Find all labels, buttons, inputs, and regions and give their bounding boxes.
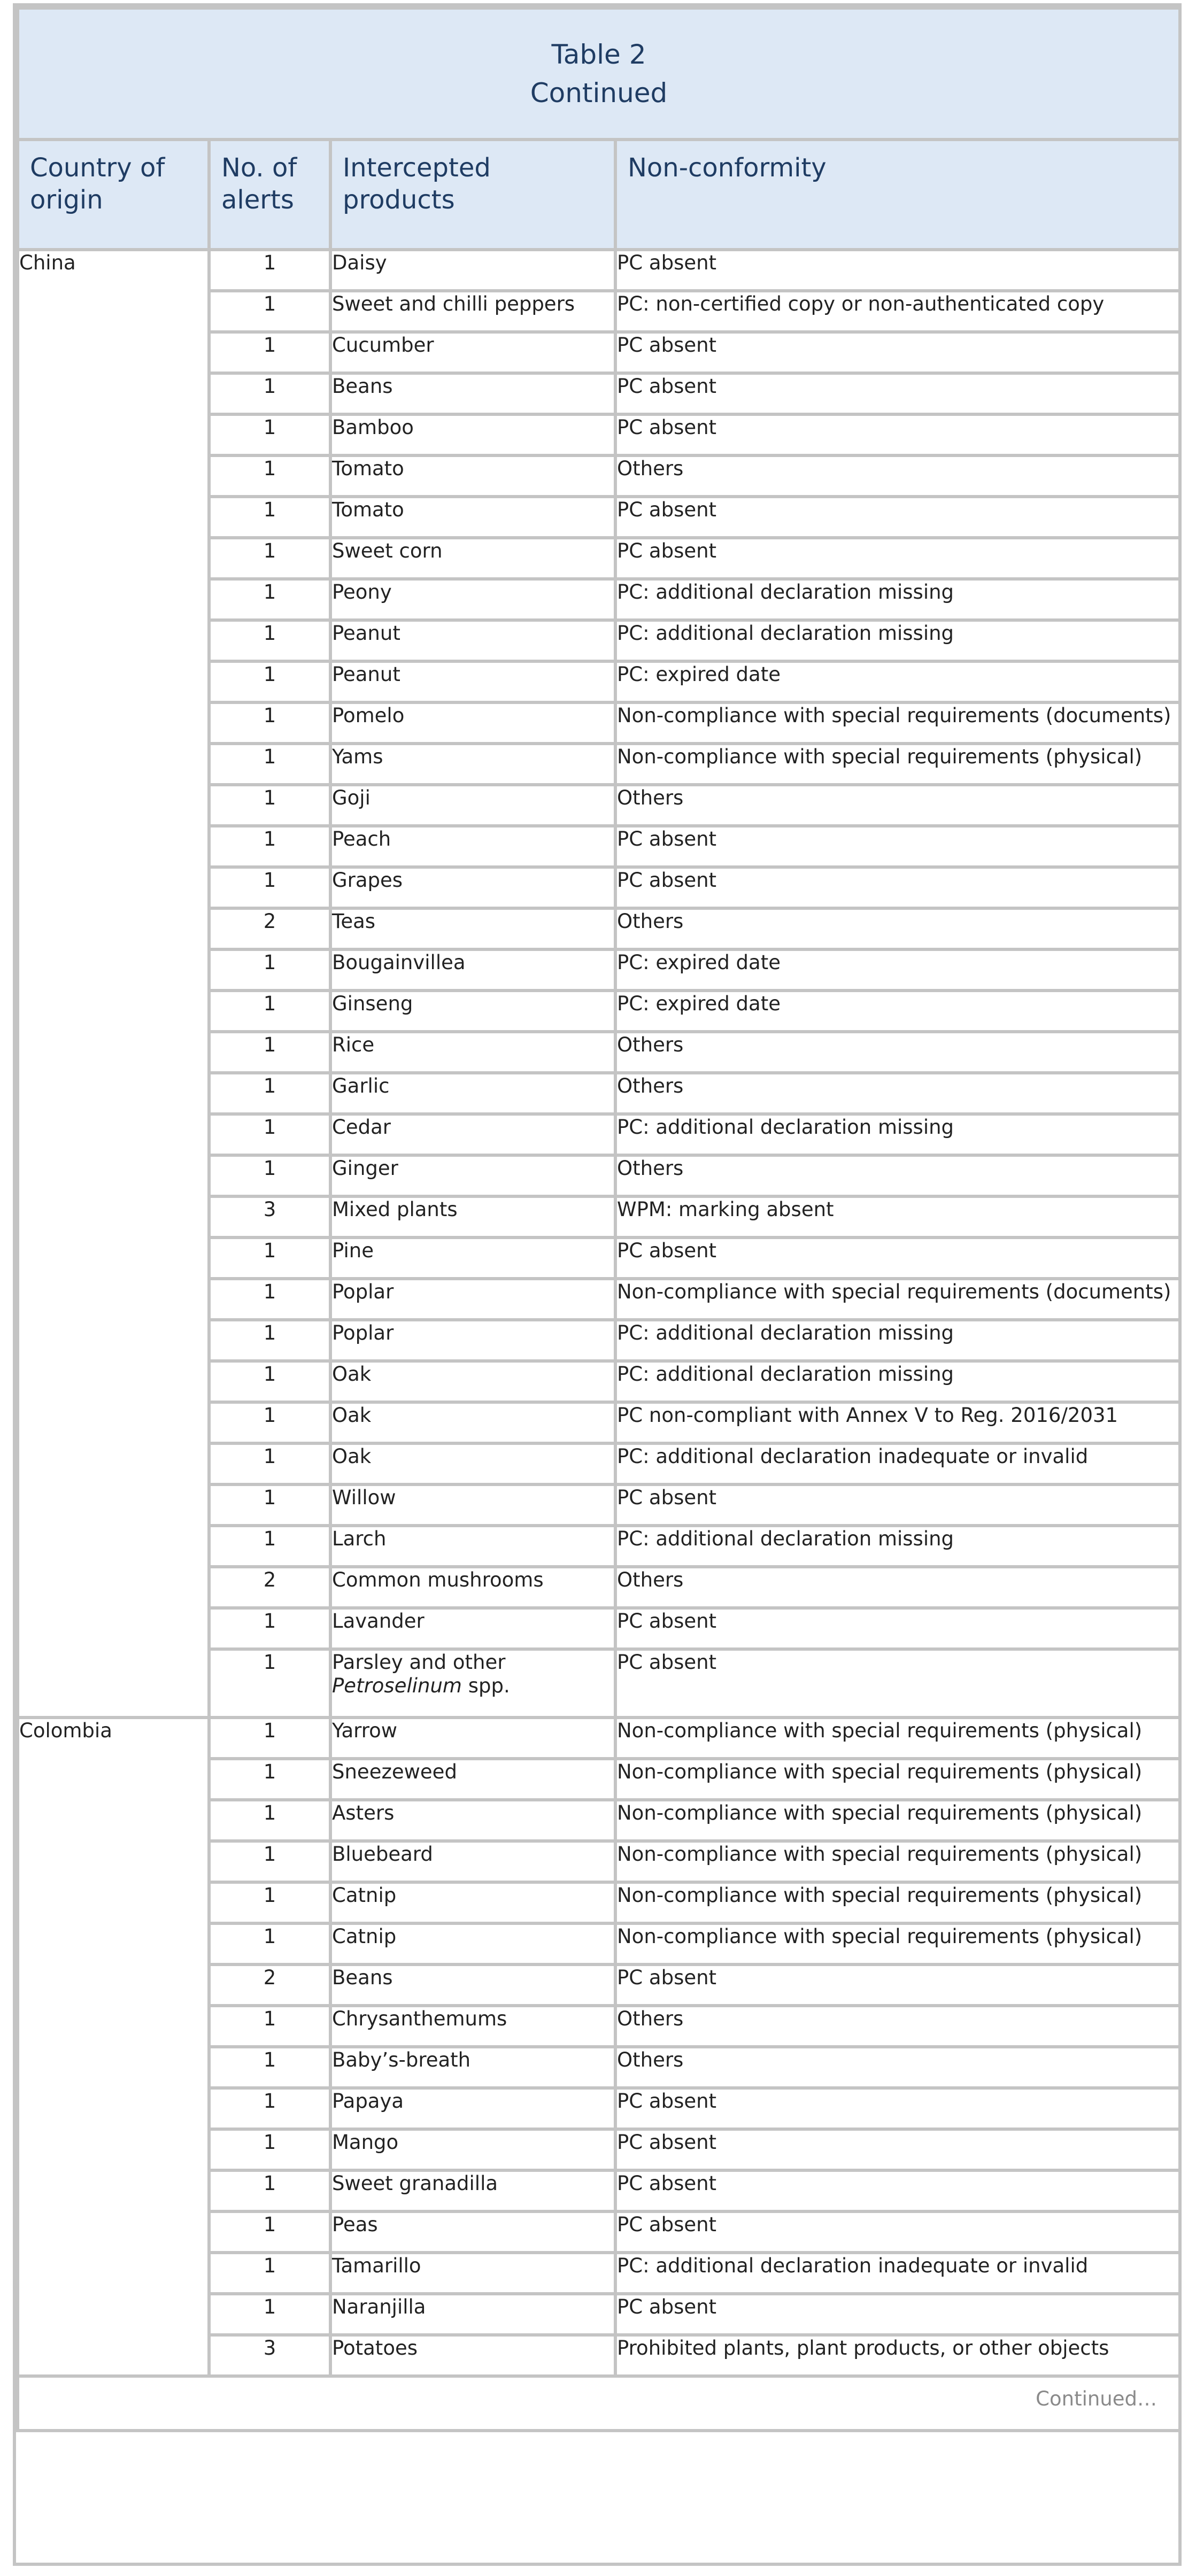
nonconformity-cell: PC absent [615, 2170, 1180, 2211]
table-title [18, 8, 1180, 140]
product-cell: Papaya [330, 2088, 615, 2129]
alerts-cell: 1 [209, 1361, 330, 1402]
nonconformity-cell: Others [615, 2047, 1180, 2088]
alerts-cell: 1 [209, 991, 330, 1032]
product-cell: Mixed plants [330, 1196, 615, 1237]
data-table [16, 6, 1182, 2432]
product-cell: Baby’s-breath [330, 2047, 615, 2088]
nonconformity-cell: PC absent [615, 826, 1180, 867]
product-cell: Naranjilla [330, 2294, 615, 2335]
product-cell: Bougainvillea [330, 949, 615, 991]
alerts-cell: 1 [209, 661, 330, 702]
alerts-cell: 1 [209, 1237, 330, 1279]
product-cell: Cedar [330, 1114, 615, 1155]
product-cell: Tomato [330, 455, 615, 497]
nonconformity-cell: PC absent [615, 1964, 1180, 2006]
nonconformity-cell: PC: additional declaration missing [615, 579, 1180, 620]
product-cell: Pomelo [330, 702, 615, 744]
product-cell: Sweet granadilla [330, 2170, 615, 2211]
nonconformity-cell: Others [615, 1032, 1180, 1073]
product-cell: Yarrow [330, 1718, 615, 1759]
product-cell [330, 1649, 615, 1718]
product-cell: Oak [330, 1443, 615, 1484]
alerts-cell: 1 [209, 332, 330, 373]
nonconformity-cell: PC: expired date [615, 661, 1180, 702]
nonconformity-cell: Others [615, 1567, 1180, 1608]
alerts-cell: 2 [209, 908, 330, 949]
nonconformity-cell: PC: non-certified copy or non-authenticated copy [615, 291, 1180, 332]
nonconformity-cell: Others [615, 455, 1180, 497]
product-cell: Grapes [330, 867, 615, 908]
product-cell: Common mushrooms [330, 1567, 615, 1608]
nonconformity-cell: Non-compliance with special requirements (documents) [615, 1279, 1180, 1320]
product-cell: Oak [330, 1361, 615, 1402]
alerts-cell: 1 [209, 1608, 330, 1649]
alerts-cell: 1 [209, 291, 330, 332]
alerts-cell: 1 [209, 1443, 330, 1484]
nonconformity-cell: PC: additional declaration missing [615, 1526, 1180, 1567]
alerts-cell: 1 [209, 2170, 330, 2211]
product-cell: Garlic [330, 1073, 615, 1114]
alerts-cell: 1 [209, 1155, 330, 1196]
nonconformity-cell: PC absent [615, 2294, 1180, 2335]
product-cell: Peanut [330, 620, 615, 661]
alerts-cell: 1 [209, 702, 330, 744]
nonconformity-cell: PC absent [615, 1649, 1180, 1718]
product-cell: Chrysanthemums [330, 2006, 615, 2047]
nonconformity-cell: PC: additional declaration missing [615, 620, 1180, 661]
nonconformity-cell: PC: additional declaration missing [615, 1361, 1180, 1402]
product-cell: Poplar [330, 1320, 615, 1361]
nonconformity-cell: PC absent [615, 414, 1180, 455]
alerts-cell: 3 [209, 2335, 330, 2376]
alerts-cell: 1 [209, 1649, 330, 1718]
product-cell: Goji [330, 785, 615, 826]
alerts-cell: 1 [209, 1073, 330, 1114]
alerts-cell: 1 [209, 497, 330, 538]
nonconformity-cell: Non-compliance with special requirements (physical) [615, 1923, 1180, 1964]
product-text: Parsley and other [332, 1651, 506, 1674]
alerts-cell: 1 [209, 620, 330, 661]
nonconformity-cell: PC absent [615, 2088, 1180, 2129]
alerts-cell: 1 [209, 1800, 330, 1841]
nonconformity-cell: Non-compliance with special requirements (physical) [615, 1718, 1180, 1759]
nonconformity-cell: PC: additional declaration inadequate or invalid [615, 2253, 1180, 2294]
alerts-cell: 1 [209, 1402, 330, 1443]
alerts-cell: 1 [209, 2006, 330, 2047]
nonconformity-cell: PC absent [615, 1484, 1180, 1526]
alerts-cell: 1 [209, 949, 330, 991]
product-cell: Tomato [330, 497, 615, 538]
product-cell: Cucumber [330, 332, 615, 373]
nonconformity-cell: Others [615, 908, 1180, 949]
alerts-cell: 1 [209, 2294, 330, 2335]
nonconformity-cell: PC absent [615, 497, 1180, 538]
nonconformity-cell: Non-compliance with special requirements (physical) [615, 744, 1180, 785]
product-cell: Larch [330, 1526, 615, 1567]
product-scientific-name: Petroselinum [332, 1674, 462, 1697]
alerts-cell: 1 [209, 1841, 330, 1882]
country-cell: China [18, 250, 209, 1718]
nonconformity-cell: PC: expired date [615, 991, 1180, 1032]
alerts-cell: 1 [209, 2211, 330, 2253]
nonconformity-cell: PC absent [615, 1608, 1180, 1649]
product-cell: Sweet corn [330, 538, 615, 579]
nonconformity-cell: Others [615, 2006, 1180, 2047]
alerts-cell: 1 [209, 414, 330, 455]
nonconformity-cell: Others [615, 1155, 1180, 1196]
product-cell: Bluebeard [330, 1841, 615, 1882]
nonconformity-cell: PC: expired date [615, 949, 1180, 991]
table-row [18, 1718, 1180, 1759]
product-cell: Peas [330, 2211, 615, 2253]
alerts-cell: 1 [209, 579, 330, 620]
nonconformity-cell: PC absent [615, 538, 1180, 579]
product-cell: Peach [330, 826, 615, 867]
nonconformity-cell: WPM: marking absent [615, 1196, 1180, 1237]
product-cell: Poplar [330, 1279, 615, 1320]
product-cell: Sweet and chilli peppers [330, 291, 615, 332]
nonconformity-cell: PC: additional declaration missing [615, 1320, 1180, 1361]
nonconformity-cell: Non-compliance with special requirements (physical) [615, 1882, 1180, 1923]
nonconformity-cell: PC absent [615, 373, 1180, 414]
product-cell: Peony [330, 579, 615, 620]
nonconformity-cell: PC absent [615, 2129, 1180, 2170]
nonconformity-cell: PC absent [615, 1237, 1180, 1279]
nonconformity-cell: PC non-compliant with Annex V to Reg. 2016/2031 [615, 1402, 1180, 1443]
product-cell: Teas [330, 908, 615, 949]
product-cell: Lavander [330, 1608, 615, 1649]
product-cell: Catnip [330, 1882, 615, 1923]
header-products: Intercepted products [330, 140, 615, 250]
nonconformity-cell: Others [615, 785, 1180, 826]
nonconformity-cell: Non-compliance with special requirements (physical) [615, 1841, 1180, 1882]
alerts-cell: 1 [209, 1526, 330, 1567]
nonconformity-cell: PC absent [615, 2211, 1180, 2253]
product-cell: Asters [330, 1800, 615, 1841]
alerts-cell: 3 [209, 1196, 330, 1237]
nonconformity-cell: PC: additional declaration missing [615, 1114, 1180, 1155]
alerts-cell: 1 [209, 1882, 330, 1923]
alerts-cell: 1 [209, 1320, 330, 1361]
alerts-cell: 1 [209, 1718, 330, 1759]
continued-note: Continued… [18, 2376, 1180, 2431]
nonconformity-cell: Prohibited plants, plant products, or other objects [615, 2335, 1180, 2376]
header-country: Country of origin [18, 140, 209, 250]
nonconformity-cell: PC absent [615, 332, 1180, 373]
product-cell: Catnip [330, 1923, 615, 1964]
product-cell: Beans [330, 373, 615, 414]
alerts-cell: 1 [209, 826, 330, 867]
nonconformity-cell: Others [615, 1073, 1180, 1114]
alerts-cell: 1 [209, 1923, 330, 1964]
product-cell: Willow [330, 1484, 615, 1526]
alerts-cell: 1 [209, 744, 330, 785]
alerts-cell: 1 [209, 2047, 330, 2088]
table-row [18, 250, 1180, 291]
product-cell: Ginger [330, 1155, 615, 1196]
alerts-cell: 1 [209, 2088, 330, 2129]
product-cell: Peanut [330, 661, 615, 702]
product-cell: Pine [330, 1237, 615, 1279]
nonconformity-cell: PC absent [615, 250, 1180, 291]
nonconformity-cell: Non-compliance with special requirements (documents) [615, 702, 1180, 744]
table-title-line2: Continued [530, 78, 668, 109]
table-title-line1: Table 2 [551, 39, 646, 70]
nonconformity-cell: Non-compliance with special requirements (physical) [615, 1800, 1180, 1841]
product-cell: Daisy [330, 250, 615, 291]
alerts-cell: 1 [209, 373, 330, 414]
alerts-cell: 1 [209, 455, 330, 497]
alerts-cell: 1 [209, 538, 330, 579]
product-cell: Beans [330, 1964, 615, 2006]
alerts-cell: 2 [209, 1567, 330, 1608]
product-cell: Rice [330, 1032, 615, 1073]
product-cell: Sneezeweed [330, 1759, 615, 1800]
header-alerts: No. of alerts [209, 140, 330, 250]
alerts-cell: 1 [209, 2129, 330, 2170]
product-cell: Mango [330, 2129, 615, 2170]
alerts-cell: 1 [209, 1484, 330, 1526]
alerts-cell: 1 [209, 867, 330, 908]
product-cell: Ginseng [330, 991, 615, 1032]
alerts-cell: 1 [209, 1279, 330, 1320]
alerts-cell: 1 [209, 250, 330, 291]
nonconformity-cell: PC: additional declaration inadequate or invalid [615, 1443, 1180, 1484]
country-cell: Colombia [18, 1718, 209, 2376]
product-text-tail: spp. [461, 1674, 510, 1697]
alerts-cell: 1 [209, 1759, 330, 1800]
alerts-cell: 1 [209, 1114, 330, 1155]
table-body [18, 250, 1180, 2376]
alerts-cell: 1 [209, 1032, 330, 1073]
product-cell: Oak [330, 1402, 615, 1443]
product-cell: Bamboo [330, 414, 615, 455]
nonconformity-cell: Non-compliance with special requirements (physical) [615, 1759, 1180, 1800]
table-frame [13, 3, 1182, 2566]
alerts-cell: 1 [209, 2253, 330, 2294]
alerts-cell: 1 [209, 785, 330, 826]
header-nonconformity: Non-conformity [615, 140, 1180, 250]
product-cell: Yams [330, 744, 615, 785]
nonconformity-cell: PC absent [615, 867, 1180, 908]
alerts-cell: 2 [209, 1964, 330, 2006]
product-cell: Potatoes [330, 2335, 615, 2376]
product-cell: Tamarillo [330, 2253, 615, 2294]
